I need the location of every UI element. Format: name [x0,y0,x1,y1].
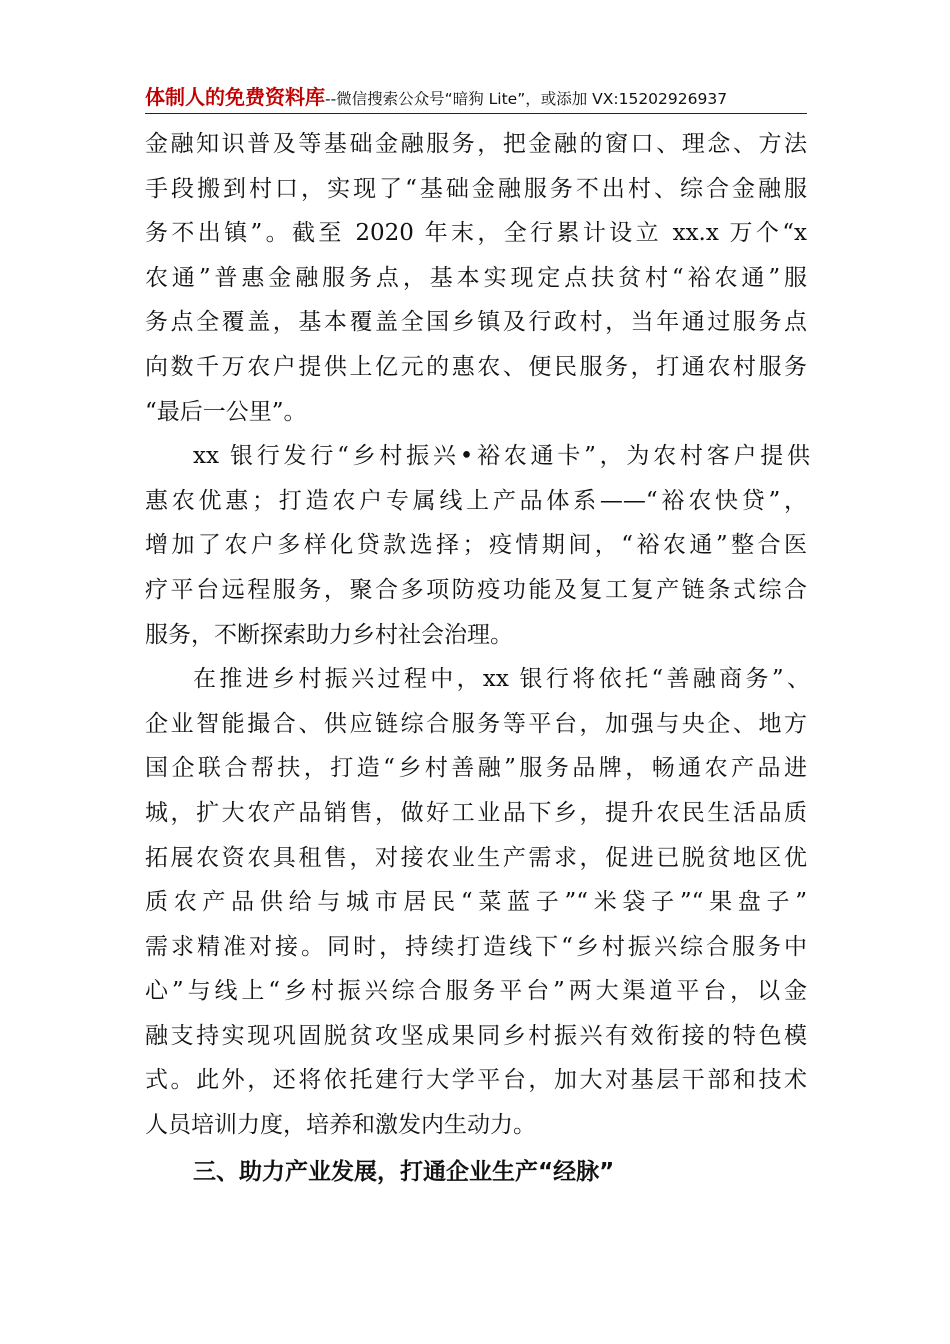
paragraph-line: 手段搬到村口，实现了“基础金融服务不出村、综合金融服 [145,175,807,202]
paragraph-line: 需求精准对接。同时，持续打造线下“乡村振兴综合服务中 [145,933,807,960]
paragraph-line: 融支持实现巩固脱贫攻坚成果同乡村振兴有效衔接的特色模 [145,1022,807,1049]
paragraph-line: 拓展农资农具租售，对接农业生产需求，促进已脱贫地区优 [145,844,807,871]
section-heading: 三、助力产业发展，打通企业生产“经脉” [193,1159,615,1185]
paragraph-line: 式。此外，还将依托建行大学平台，加大对基层干部和技术 [145,1067,807,1094]
paragraph-line: 城，扩大农产品销售，做好工业品下乡，提升农民生活品质 [145,799,807,826]
paragraph-line: 惠农优惠；打造农户专属线上产品体系——“裕农快贷”， [145,487,807,514]
paragraph-line: 心”与线上“乡村振兴综合服务平台”两大渠道平台，以金 [145,978,807,1005]
paragraph-line: 疗平台远程服务，聚合多项防疫功能及复工复产链条式综合 [145,576,807,603]
paragraph-line: 农通”普惠金融服务点，基本实现定点扶贫村“裕农通”服 [145,264,807,291]
paragraph-line: 质农产品供给与城市居民“菜蓝子”“米袋子”“果盘子” [145,889,807,916]
paragraph-line: “最后一公里”。 [145,398,307,425]
paragraph-line: 在推进乡村振兴过程中，xx 银行将依托“善融商务”、 [193,666,810,693]
paragraph-line: 务点全覆盖，基本覆盖全国乡镇及行政村，当年通过服务点 [145,309,807,336]
paragraph-line: 国企联合帮扶，打造“乡村善融”服务品牌，畅通农产品进 [145,755,807,782]
header-contact: --微信搜索公众号“暗狗 Lite”，或添加 VX:15202926937 [325,90,728,108]
paragraph-line: 增加了农户多样化贷款选择；疫情期间，“裕农通”整合医 [145,532,807,559]
paragraph [145,122,810,434]
paragraph-line: 金融知识普及等基础金融服务，把金融的窗口、理念、方法 [145,131,807,157]
header-divider [145,113,807,114]
paragraph [145,434,810,657]
paragraph [145,657,810,1148]
paragraph-line: xx 银行发行“乡村振兴•裕农通卡”，为农村客户提供 [193,443,810,470]
header-brand: 体制人的免费资料库 [145,85,325,109]
page-header [145,82,825,112]
paragraph-line: 服务，不断探索助力乡村社会治理。 [145,621,513,648]
paragraph-line: 人员培训力度，培养和激发内生动力。 [145,1112,536,1139]
paragraph-line: 企业智能撮合、供应链综合服务等平台，加强与央企、地方 [145,710,807,737]
document-body [145,122,810,1148]
paragraph-line: 向数千万农户提供上亿元的惠农、便民服务，打通农村服务 [145,353,807,380]
paragraph-line: 务不出镇”。截至 2020 年末，全行累计设立 xx.x 万个“x [145,220,807,247]
